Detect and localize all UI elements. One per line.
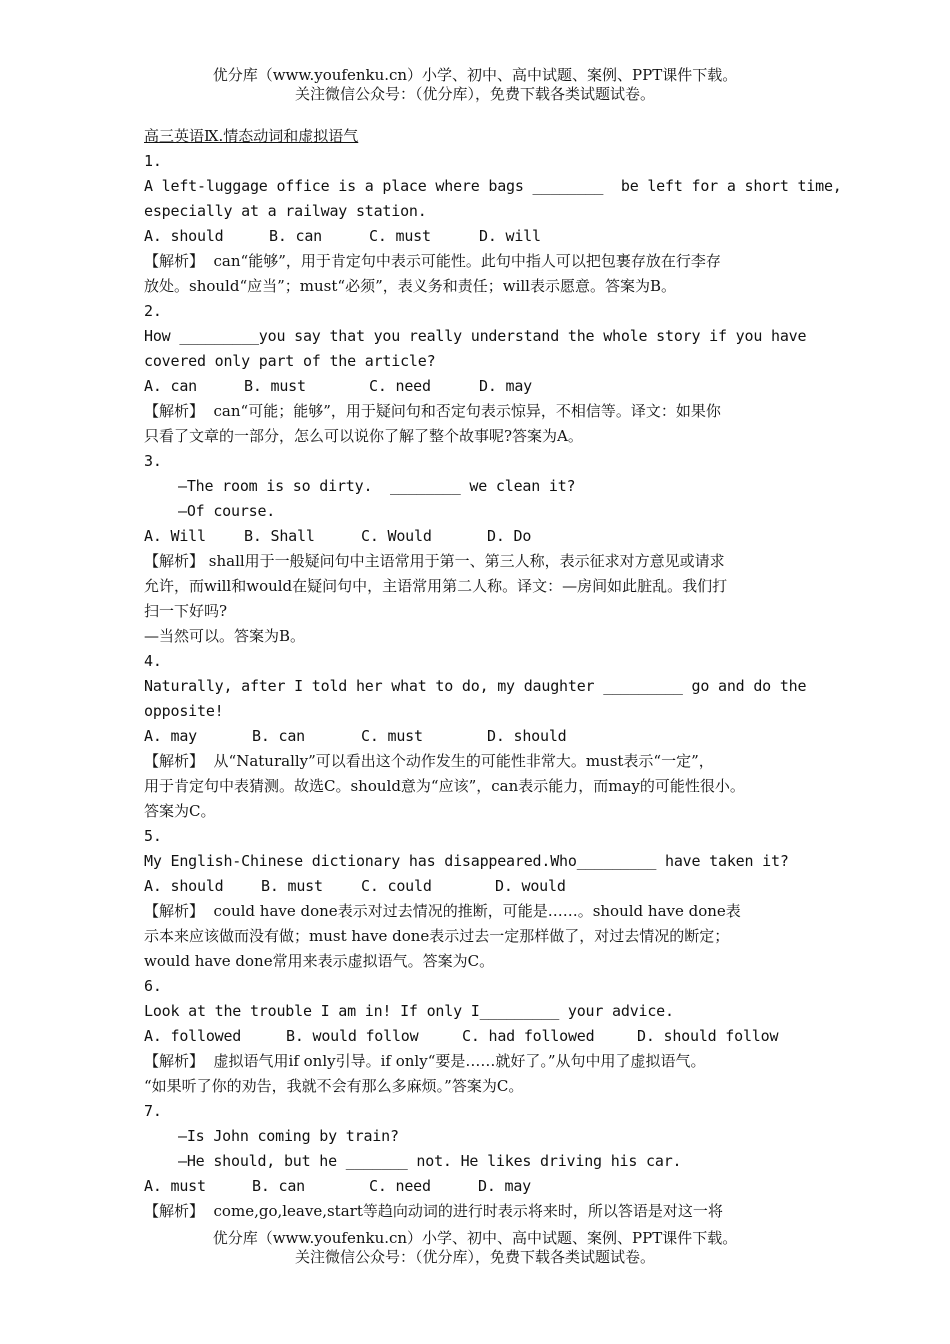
option: D. may <box>479 377 532 395</box>
question-stem: —Of course. <box>178 502 276 520</box>
option-row <box>144 1174 820 1199</box>
footer-line-2: 关注微信公众号：（优分库），免费下载各类试题试卷。 <box>294 1248 655 1266</box>
option-row <box>144 874 820 899</box>
option: D. may <box>478 1177 531 1195</box>
question-number: 5. <box>144 827 162 845</box>
option: B. would follow <box>286 1027 419 1045</box>
question-stem: My English-Chinese dictionary has disappeared.Who_________ have taken it? <box>144 852 789 870</box>
question-stem: How _________you say that you really understand the whole story if you have <box>144 327 807 345</box>
analysis-line: 放处。should“应当”；must“必须”，表义务和责任；will表示愿意。答案为B。 <box>144 277 676 295</box>
question-number: 6. <box>144 977 162 995</box>
analysis-line: 【解析】 虚拟语气用if only引导。if only“要是……就好了。”从句中用了虚拟语气。 <box>144 1052 706 1070</box>
analysis-line: 示本来应该做而没有做；must have done表示过去一定那样做了，对过去情况的断定； <box>144 927 730 945</box>
analysis-line: “如果听了你的劝告，我就不会有那么多麻烦。”答案为C。 <box>144 1077 524 1095</box>
question-stem: Look at the trouble I am in! If only I_________ your advice. <box>144 1002 674 1020</box>
question-number: 3. <box>144 452 162 470</box>
page-header <box>0 66 950 104</box>
option: B. Shall <box>244 527 315 545</box>
footer-line-1: 优分库（www.youfenku.cn）小学、初中、高中试题、案例、PPT课件下载。 <box>212 1229 738 1247</box>
question-stem: —He should, but he _______ not. He likes driving his car. <box>178 1152 682 1170</box>
question-stem: Naturally, after I told her what to do, my daughter _________ go and do the <box>144 677 807 695</box>
question-number: 1. <box>144 152 162 170</box>
question-number: 7. <box>144 1102 162 1120</box>
option: A. followed <box>144 1027 242 1045</box>
analysis-line: 只看了文章的一部分，怎么可以说你了解了整个故事呢?答案为A。 <box>144 427 583 445</box>
question-number: 4. <box>144 652 162 670</box>
question-stem: especially at a railway station. <box>144 202 427 220</box>
option: C. must <box>361 727 423 745</box>
analysis-line: 【解析】 come,go,leave,start等趋向动词的进行时表示将来时，所以答语是对这一将 <box>144 1202 723 1220</box>
analysis-line: would have done常用来表示虚拟语气。答案为C。 <box>144 952 495 970</box>
option: B. can <box>252 1177 305 1195</box>
question-stem: —Is John coming by train? <box>178 1127 399 1145</box>
option-row <box>144 224 820 249</box>
header-line-2: 关注微信公众号：（优分库），免费下载各类试题试卷。 <box>294 85 655 103</box>
option-row <box>144 1024 820 1049</box>
option: A. may <box>144 727 197 745</box>
analysis-line: 【解析】 shall用于一般疑问句中主语常用于第一、第三人称，表示征求对方意见或请求 <box>144 552 725 570</box>
analysis-line: 用于肯定句中表猜测。故选C。should意为“应该”，can表示能力，而may的可能性很小。 <box>144 777 745 795</box>
analysis-line: 【解析】 could have done表示对过去情况的推断，可能是……。should have done表 <box>144 902 741 920</box>
option-row <box>144 724 820 749</box>
option: A. must <box>144 1177 206 1195</box>
option: B. can <box>252 727 305 745</box>
option: A. should <box>144 227 224 245</box>
option: A. Will <box>144 527 206 545</box>
option-row <box>144 524 820 549</box>
analysis-line: —当然可以。答案为B。 <box>144 627 306 645</box>
option: C. need <box>369 1177 431 1195</box>
question-stem: opposite! <box>144 702 224 720</box>
option: C. Would <box>361 527 432 545</box>
option: D. should <box>487 727 567 745</box>
page-title: 高三英语Ⅸ.情态动词和虚拟语气 <box>144 127 359 145</box>
option: A. should <box>144 877 224 895</box>
option: B. must <box>244 377 306 395</box>
question-stem: —The room is so dirty. ________ we clean it? <box>178 477 576 495</box>
option: D. would <box>495 877 566 895</box>
analysis-line: 允许，而will和would在疑问句中，主语常用第二人称。译文：—房间如此脏乱。我们打 <box>144 577 728 595</box>
analysis-line: 答案为C。 <box>144 802 216 820</box>
option: C. need <box>369 377 431 395</box>
question-number: 2. <box>144 302 162 320</box>
option: C. must <box>369 227 431 245</box>
analysis-line: 扫一下好吗? <box>144 602 228 620</box>
page-footer <box>0 1229 950 1267</box>
analysis-line: 【解析】 can“可能；能够”，用于疑问句和否定句表示惊异，不相信等。译文：如果你 <box>144 402 721 420</box>
option: B. must <box>261 877 323 895</box>
option: D. should follow <box>637 1027 779 1045</box>
option-row <box>144 374 820 399</box>
analysis-line: 【解析】 从“Naturally”可以看出这个动作发生的可能性非常大。must表示“一定”， <box>144 752 714 770</box>
option: D. Do <box>487 527 532 545</box>
option: A. can <box>144 377 197 395</box>
analysis-line: 【解析】 can“能够”，用于肯定句中表示可能性。此句中指人可以把包裹存放在行李存 <box>144 252 721 270</box>
question-stem: A left-luggage office is a place where bags ________ be left for a short time, <box>144 177 842 195</box>
option: B. can <box>269 227 322 245</box>
option: C. could <box>361 877 432 895</box>
option: D. will <box>479 227 541 245</box>
question-stem: covered only part of the article? <box>144 352 436 370</box>
header-line-1: 优分库（www.youfenku.cn）小学、初中、高中试题、案例、PPT课件下载。 <box>212 66 738 84</box>
document-body <box>144 124 842 1224</box>
option: C. had followed <box>462 1027 595 1045</box>
